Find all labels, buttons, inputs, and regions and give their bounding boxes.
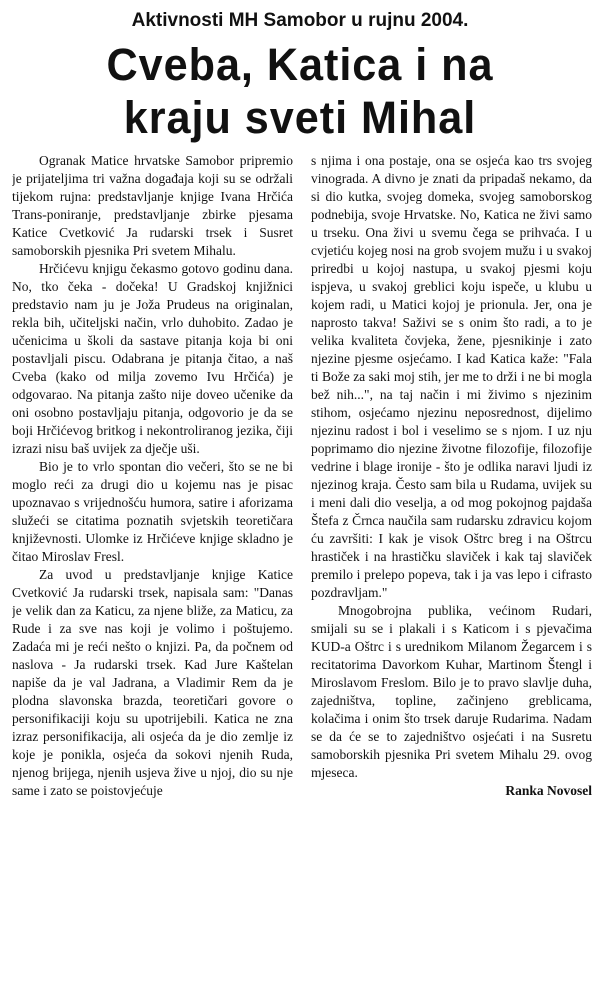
headline-line-2: kraju sveti Mihal (123, 92, 477, 143)
paragraph: Mnogobrojna publika, većinom Rudari, smijali su se i plakali i s Katicom i s pjevačima KUD-a Oštrc i s urednikom Milanom Žegarcem i s recitatorima Davorkom Kuhar, Martinom Štengl i Miroslavom Freslom. Bilo je to pravo slavlje duha, zajedništva, topline, začinjeno greblicama, kolačima i onim što trsek daruje Rudarima. Nadam se da će se to zajedništvo osjećati i na Susretu samoborskih pjesnika Pri svetem Mihalu 29. ovog mjeseca. (311, 603, 592, 780)
paragraph: s njima i ona postaje, ona se osjeća kao trs svojeg vinograda. A divno je znati da pripadaš nekamo, da si dio kutka, svojeg domeka, svojeg samoborskog podnebija, svoje Hrvatske. No, Katica ne živi samo u trseku. Ona živi u svemu čega se prihvaća. I u cvjetiću kojeg nosi na grob svojem mužu i u svakoj priredbi u kojoj nastupa, u svakoj pjesmi koju ispjeva, u svakoj greblici koju ispeče, u klubu u kojem radi, u Matici kojoj je prionula. Jer, ona je naprosto takva! Saživi se s onim što radi, a to je velika kvaliteta čovjeka, žene, pjesnikinje i zato njezine pjesme osjećamo. I kad Katica kaže: "Fala ti Bože za saki moj stih, jer me to drži i ne bi mogla bež nih...", na taj način i mi živimo s njezinim stihom, osjećamo njezinu neposrednost, dijelimo njezinu radost i bol i veselimo se s njom. I uz nju poprimamo dio njezine životne filozofije, filozofije vedrine i blage ironije - što je odlika naravi ljudi iz njezinog kraja. Često sam bila u Rudama, uvijek su i meni dali dio veselja, a od mog pokojnog pajdaša Štefa z Črnca naučila sam rudarsku zdravicu kojom ću završiti: I kak je visok Oštrc breg i na Oštrcu hrastiček i na hrastičku slaviček i kak taj slaviček premilo i prelepo popeva, tak i ja vas lepo i cifrasto pozdravljam." (311, 153, 592, 600)
kicker: Aktivnosti MH Samobor u rujnu 2004. (131, 10, 469, 31)
headline-line-1: Cveba, Katica i na (106, 39, 494, 90)
paragraph: Bio je to vrlo spontan dio večeri, što se ne bi moglo reći za drugi dio u kojemu nas je pisac upoznavao s vrijednošću humora, satire i aforizama služeći se citatima poznatih svjetskih teoretičara književnosti. Ulomke iz Hrčićeve knjige skladno je čitao Miroslav Fresl. (12, 459, 293, 564)
author-byline: Ranka Novosel (505, 783, 592, 798)
column-right (311, 152, 592, 997)
column-left (12, 152, 293, 997)
article-body (12, 152, 592, 997)
paragraph: Hrčićevu knjigu čekasmo gotovo godinu dana. No, tko čeka - dočeka! U Gradskoj knjižnici predstavio nam ju je Joža Prudeus na originalan, rekla bih, učiteljski način, vrlo duhobito. Zadao je učenicima u školi da sastave pitanja koja bi oni postavljali piscu. Odabrana je pitanja čitao, a naš Cveba (kako od milja zovemo Ivu Hrčića) je odgovarao. Na pitanja zašto nije doveo učenike da oni osobno postavljaju pitanja, odgovorio je da se boji Hrčićevog britkog i nekontroliranog jezika, čiji izrazi nisu baš uvijek za dječje uši. (12, 261, 293, 456)
paragraph: Za uvod u predstavljanje knjige Katice Cvetković Ja rudarski trsek, napisala sam: "Danas je velik dan za Katicu, za njene bliže, za Maticu, za Rude i za sve nas koji je volimo i poštujemo. Zadaća mi je reći nešto o knjizi. Pa, da počnem od naslova - Ja rudarski trsek. Kad Jure Kaštelan napiše da je val Jadrana, a Vladimir Rem da je plodna slavonska brazda, teoretičari govore o personifikaciji koju su upotrijebili. Katica ne zna izraz personifikacija, ali osjeća da je dio zemlje iz koje je ponikla, osjeća da sokovi njenih Ruda, njenog brijega, njenih usjeva žive u njoj, dio su nje same i zato se poistovjećuje (12, 567, 293, 798)
headline (12, 38, 588, 144)
paragraph: Ogranak Matice hrvatske Samobor pripremio je prijateljima tri važna događaja koji su se održali tijekom rujna: predstavljanje knjige Ivana Hrčića Trans-poniranje, predstavljanje zbirke pjesama Katice Cvetković Ja rudarski trsek i Susret samoborskih pjesnika Pri svetem Mihalu. (12, 153, 293, 258)
